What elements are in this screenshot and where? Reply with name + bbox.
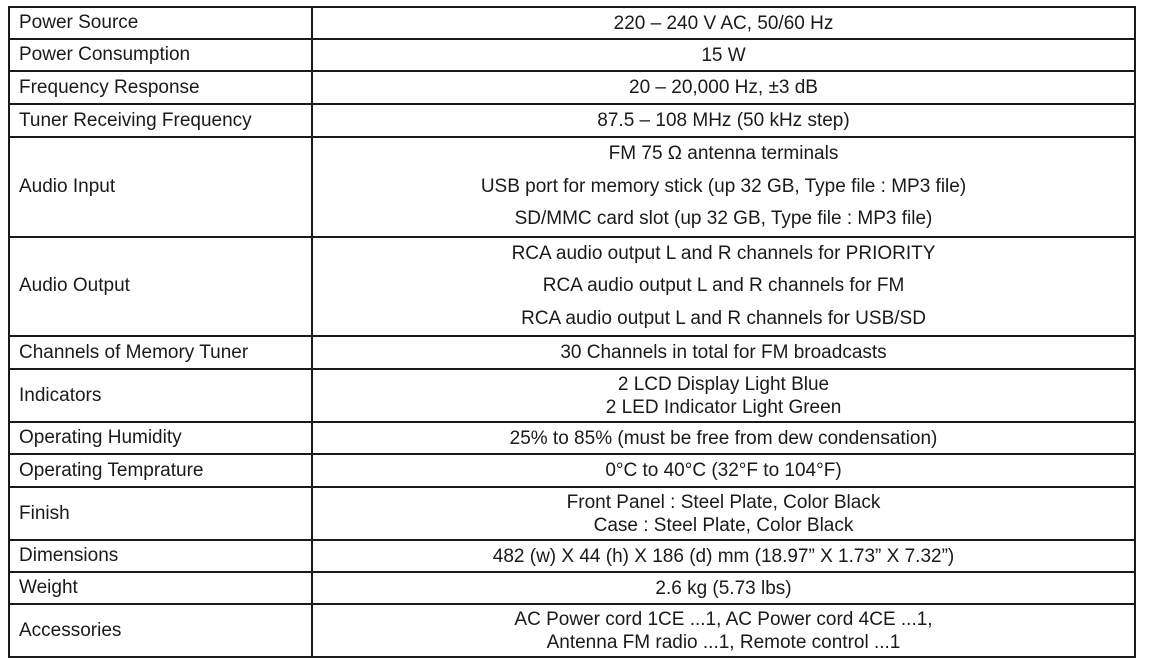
spec-label: Finish	[9, 487, 312, 540]
spec-label: Frequency Response	[9, 71, 312, 104]
table-row	[9, 336, 1135, 369]
spec-value-line: AC Power cord 1CE ...1, AC Power cord 4CE ...1,	[514, 608, 933, 630]
spec-value-line: 20 – 20,000 Hz, ±3 dB	[629, 77, 818, 98]
table-row	[9, 487, 1135, 540]
table-row	[9, 572, 1135, 604]
table-row	[9, 7, 1135, 39]
spec-value	[312, 604, 1135, 657]
spec-value-line: 25% to 85% (must be free from dew condensation)	[509, 427, 938, 449]
spec-value	[312, 137, 1135, 237]
spec-label: Dimensions	[9, 540, 312, 572]
spec-value-line: SD/MMC card slot (up 32 GB, Type file : MP3 file)	[514, 208, 933, 229]
spec-value-line: RCA audio output L and R channels for FM	[542, 275, 905, 296]
spec-value	[312, 369, 1135, 422]
spec-label: Weight	[9, 572, 312, 604]
table-row	[9, 454, 1135, 487]
spec-value-line: 220 – 240 V AC, 50/60 Hz	[613, 12, 834, 34]
spec-value-line: Front Panel : Steel Plate, Color Black	[566, 491, 881, 513]
table-row	[9, 237, 1135, 337]
specifications-table	[8, 6, 1136, 658]
spec-value-line: 2 LED Indicator Light Green	[605, 396, 842, 418]
spec-label: Indicators	[9, 369, 312, 422]
spec-value	[312, 422, 1135, 454]
table-row	[9, 540, 1135, 572]
table-row	[9, 104, 1135, 137]
spec-label: Power Consumption	[9, 39, 312, 71]
spec-value	[312, 71, 1135, 104]
spec-value-line: RCA audio output L and R channels for USB/SD	[521, 307, 926, 329]
table-row	[9, 137, 1135, 237]
spec-value-line: 0°C to 40°C (32°F to 104°F)	[605, 460, 842, 481]
spec-value-line: 87.5 – 108 MHz (50 kHz step)	[597, 110, 850, 131]
spec-value-line: USB port for memory stick (up 32 GB, Type file : MP3 file)	[480, 175, 967, 197]
spec-value	[312, 487, 1135, 540]
spec-value-line: 482 (w) X 44 (h) X 186 (d) mm (18.97” X 1.73” X 7.32”)	[492, 545, 955, 567]
spec-value	[312, 336, 1135, 369]
spec-value-line: Antenna FM radio ...1, Remote control ...1	[546, 631, 901, 653]
spec-value	[312, 104, 1135, 137]
spec-value-line: 15 W	[701, 44, 746, 66]
spec-value	[312, 39, 1135, 71]
spec-value-line: Case : Steel Plate, Color Black	[593, 514, 854, 536]
table-row	[9, 39, 1135, 71]
spec-label: Audio Output	[9, 237, 312, 337]
spec-value-line: 2.6 kg (5.73 lbs)	[655, 577, 792, 599]
spec-label: Channels of Memory Tuner	[9, 336, 312, 369]
spec-value	[312, 540, 1135, 572]
spec-label: Operating Humidity	[9, 422, 312, 454]
spec-value	[312, 454, 1135, 487]
table-row	[9, 604, 1135, 657]
spec-value-line: FM 75 Ω antenna terminals	[608, 143, 839, 164]
spec-value	[312, 572, 1135, 604]
spec-label: Tuner Receiving Frequency	[9, 104, 312, 137]
table-row	[9, 422, 1135, 454]
spec-value-line: RCA audio output L and R channels for PRIORITY	[511, 242, 936, 264]
table-row	[9, 369, 1135, 422]
table-row	[9, 71, 1135, 104]
spec-label: Audio Input	[9, 137, 312, 237]
spec-value-line: 30 Channels in total for FM broadcasts	[560, 342, 887, 363]
spec-label: Accessories	[9, 604, 312, 657]
spec-value-line: 2 LCD Display Light Blue	[617, 373, 830, 395]
spec-label: Power Source	[9, 7, 312, 39]
spec-label: Operating Temprature	[9, 454, 312, 487]
spec-value	[312, 237, 1135, 337]
spec-value	[312, 7, 1135, 39]
